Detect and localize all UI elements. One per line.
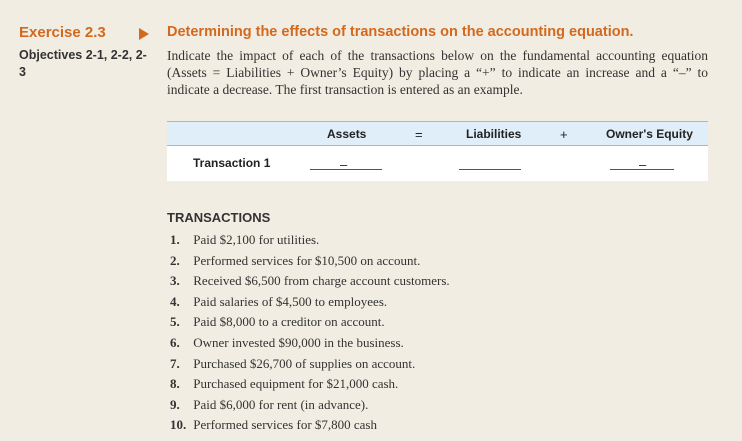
liabilities-answer-blank [459,169,521,170]
transaction-text: Paid $8,000 to a creditor on account. [193,314,385,330]
arrow-icon [139,28,149,40]
list-item [170,230,450,251]
transaction-text: Received $6,500 from charge account customers. [193,273,450,289]
transaction-text: Paid $6,000 for rent (in advance). [193,396,369,412]
header-plus: + [560,127,568,142]
transaction-number: 3. [170,273,180,289]
transaction-number: 8. [170,376,180,392]
header-assets: Assets [327,127,367,141]
header-liabilities: Liabilities [466,127,522,141]
transaction-text: Performed services for $10,500 on account. [193,252,421,268]
table-header-row [167,121,708,146]
transaction-text: Performed services for $7,800 cash [193,417,377,433]
list-item [170,292,450,313]
exercise-title: Determining the effects of transactions on the accounting equation. [167,24,634,40]
transaction-number: 1. [170,232,180,247]
owners-equity-example-mark: – [639,157,647,172]
transactions-heading: TRANSACTIONS [167,210,271,225]
list-item [170,271,450,292]
transaction-number: 2. [170,252,180,268]
header-equals: = [415,127,423,142]
transaction-number: 6. [170,334,180,350]
accounting-equation-table [167,121,708,181]
header-owners-equity: Owner's Equity [606,127,693,141]
transaction-number: 4. [170,293,180,309]
list-item [170,395,450,416]
example-row-label: Transaction 1 [193,156,271,170]
transaction-text: Owner invested $90,000 in the business. [193,334,404,350]
transaction-text: Purchased equipment for $21,000 cash. [193,376,399,392]
list-item [170,333,450,354]
list-item [170,374,450,395]
transaction-text: Purchased $26,700 of supplies on account. [193,355,416,371]
instructions-text: Indicate the impact of each of the transactions below on the fundamental accounting equation (Assets = Liabilities + Owner’s Equity) by placing a “+” to indicate an increase and a “–” to indicate a decrease. The first transaction is entered as an example. [167,48,708,97]
exercise-number: Exercise 2.3 [19,24,106,41]
list-item [170,354,450,375]
transaction-number: 5. [170,314,180,330]
assets-example-mark: – [340,157,348,172]
transaction-text: Paid salaries of $4,500 to employees. [193,293,388,309]
transaction-number: 9. [170,396,180,412]
transaction-number: 10. [170,417,187,433]
objectives-label: Objectives 2-1, 2-2, 2-3 [19,48,147,79]
transaction-text: Paid $2,100 for utilities. [193,232,320,247]
list-item [170,312,450,333]
list-item [170,415,450,436]
list-item [170,251,450,272]
transaction-number: 7. [170,355,180,371]
transactions-list [170,230,450,436]
